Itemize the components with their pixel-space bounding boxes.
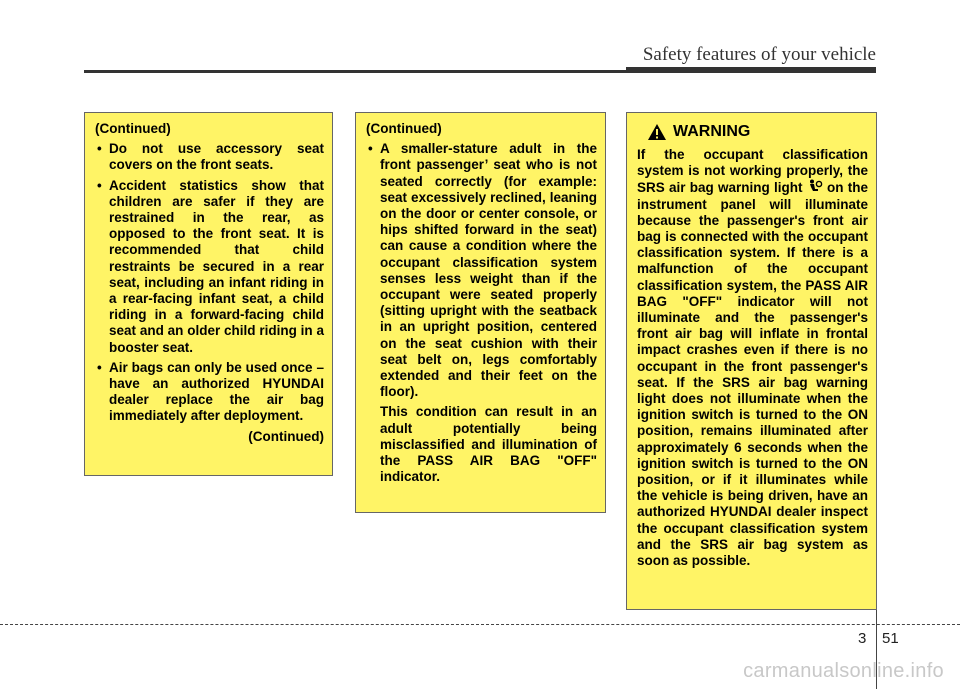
- list-item: • Accident statistics show that children are safer if they are restrained in the rear, as opposed to the front seat. It is recommended that child restraints be secured in a rear seat, including an infant riding in a rear-facing infant seat, a child riding in a forward-facing child seat and an older child riding in a booster seat.: [97, 177, 324, 355]
- page-number: 51: [882, 630, 899, 647]
- continued-label: (Continued): [366, 121, 442, 136]
- list-item: • Do not use accessory seat covers on the front seats.: [97, 141, 324, 173]
- watermark: carmanualsonline.info: [743, 660, 944, 682]
- header-title: Safety features of your vehicle: [642, 44, 876, 65]
- warning-title: WARNING: [673, 122, 751, 140]
- footer-rule: [0, 624, 960, 625]
- warning-header: [647, 123, 868, 141]
- list-item: • Air bags can only be used once – have an authorized HYUNDAI dealer replace the air bag immediately after deployment.: [97, 359, 324, 424]
- warning-text: If the occupant classification system is not working properly, the SRS air bag warning light on the instrument panel will illuminate because the passenger's front air bag is connected with the occupant classification system. If there is a malfunction of the occupant classification system, the PASS AIR BAG "OFF" indicator will not illuminate and the passenger's front air bag will inflate in frontal impact crashes even if there is no occupant in the front passenger's seat. If the SRS air bag warning light does not illuminate when the ignition switch is turned to the ON position, remains illuminated after approximately 6 seconds when the ignition switch is turned to the ON position, or if it illuminates while the vehicle is being driven, have an authorized HYUNDAI dealer inspect the occupant classification system and the SRS air bag system as soon as possible.: [637, 147, 868, 569]
- bullet-list: [366, 141, 597, 400]
- warning-triangle-icon: [647, 123, 667, 141]
- header-rule: [84, 70, 876, 73]
- continued-label: (Continued): [95, 121, 171, 136]
- continued-label: (Continued): [248, 428, 324, 444]
- bullet-list: [95, 141, 324, 424]
- chapter-number: 3: [858, 630, 867, 647]
- list-item: • A smaller-stature adult in the front passenger’ seat who is not seated correctly (for example: seat excessively reclined, leaning on the door or center console, or hips shifted forward in the seat) can cause a condition where the occupant classification system senses less weight than if the occupant were seated properly (sitting upright with the seatback in an upright position, centered on the seat cushion with their seat belt on, legs comfortably extended and their feet on the floor).: [368, 141, 597, 400]
- warning-box: [626, 112, 877, 610]
- continued-box-2: [355, 112, 606, 513]
- continued-box-1: [84, 112, 333, 476]
- airbag-warning-icon: [807, 179, 823, 193]
- paragraph: This condition can result in an adult potentially being misclassified and illumination of the PASS AIR BAG "OFF" indicator.: [380, 404, 597, 485]
